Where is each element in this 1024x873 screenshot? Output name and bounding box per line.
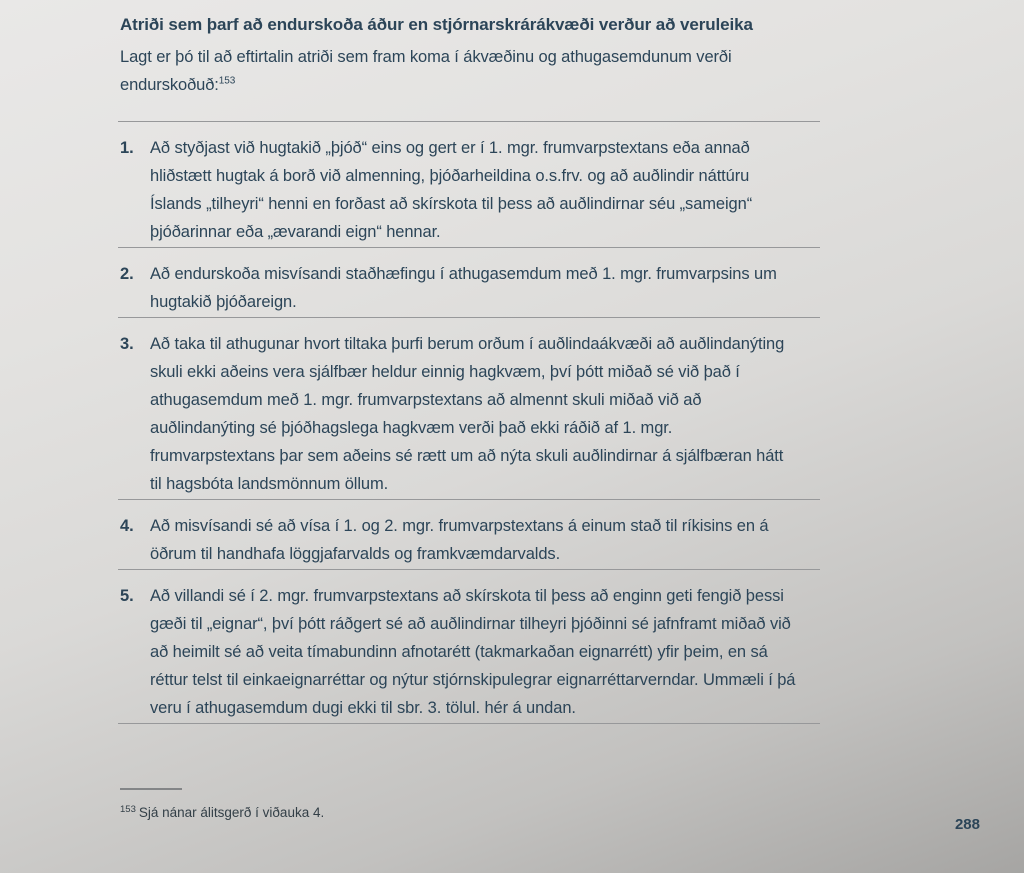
list-item [118,318,820,500]
list-item-text: Að endurskoða misvísandi staðhæfingu í athugasemdum með 1. mgr. frumvarpsins um hugtakið þjóðareign. [150,265,777,311]
list-item-number: 5. [120,587,134,605]
list-item-number: 3. [120,335,134,353]
list-item-text: Að taka til athugunar hvort tiltaka þurfi berum orðum í auðlindaákvæði að auðlindanýting skuli ekki aðeins vera sjálfbær heldur einnig hagkvæm, því þótt miðað sé við það í athugasemdum með 1. mgr. frumvarpstextans að almennt skuli miðað við að auðlindanýting sé þjóðhagslega hagkvæm verði það ekki ráðið af 1. mgr. frumvarpstextans þar sem aðeins sé rætt um að nýta skuli auðlindirnar á sjálfbæran hátt til hagsbóta landsmönnum öllum. [150,335,785,493]
list-item-text: Að misvísandi sé að vísa í 1. og 2. mgr. frumvarpstextans á einum stað til ríkisins en á öðrum til handhafa löggjafarvalds og framkvæmdarvalds. [150,517,769,563]
section-heading: Atriði sem þarf að endurskoða áður en stjórnarskrárákvæði verður að veruleika [120,15,753,34]
document-page [118,12,820,822]
list-item-text: Að styðjast við hugtakið „þjóð“ eins og gert er í 1. mgr. frumvarpstextans eða annað hliðstætt hugtak á borð við almenning, þjóðarheildina o.s.frv. og að auðlindir náttúru Íslands „tilheyri“ henni en forðast að skírskota til þess að auðlindirnar séu „sameign“ þjóðarinnar eða „ævarandi eign“ hennar. [150,139,753,241]
numbered-list [118,121,820,724]
list-item-number: 4. [120,517,134,535]
list-item-number: 1. [120,139,134,157]
list-item [118,570,820,724]
intro-footnote-reference: 153 [218,75,236,87]
list-item [118,248,820,318]
footnote-reference-number: 153 [120,803,136,815]
footnote [120,804,820,822]
intro-text: Lagt er þó til að eftirtalin atriði sem fram koma í ákvæðinu og athugasemdunum verði endurskoðuð: [120,48,732,94]
footnote-separator-rule [120,788,182,790]
list-item [118,122,820,248]
list-item-text: Að villandi sé í 2. mgr. frumvarpstextans að skírskota til þess að enginn geti fengið þessi gæði til „eignar“, því þótt ráðgert sé að auðlindirnar tilheyri þjóðinni sé jafnframt miðað við að heimilt sé að veita tímabundinn afnotarétt (takmarkaðan eignarrétt) yfir þeim, en sá réttur telst til einkaeignarréttar og nýtur stjórnskipulegrar eignarréttarverndar. Ummæli í þá veru í athugasemdum dugi ekki til sbr. 3. tölul. hér á undan. [150,587,796,717]
list-item-number: 2. [120,265,134,283]
intro-paragraph [120,43,768,99]
footnote-text: Sjá nánar álitsgerð í viðauka 4. [138,805,325,820]
list-item [118,500,820,570]
page-number: 288 [954,816,980,833]
